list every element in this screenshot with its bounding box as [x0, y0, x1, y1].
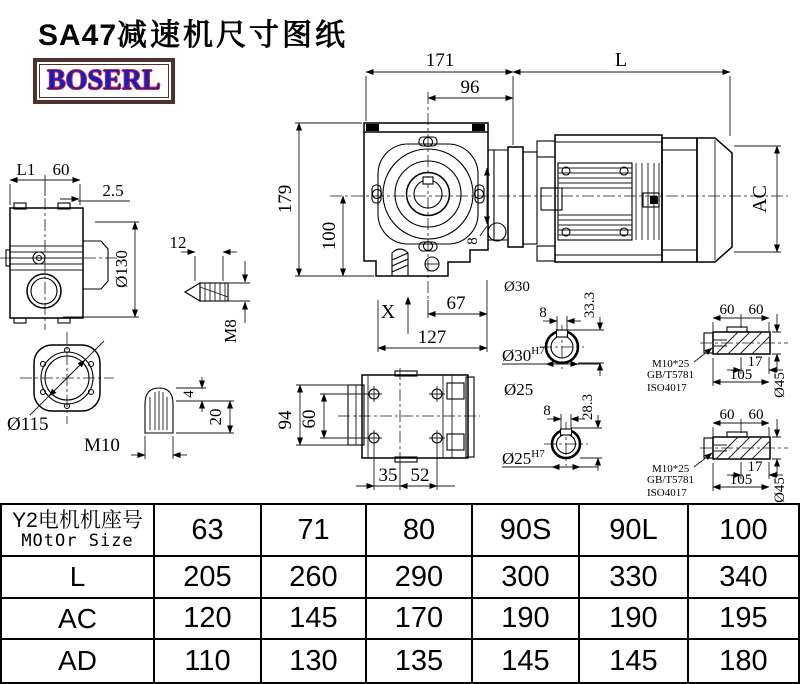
dim-52: 52 — [410, 465, 430, 486]
dim-94: 94 — [275, 410, 296, 430]
motor-fin-box — [558, 163, 632, 240]
adapter-boss — [488, 223, 506, 241]
bore-25-title: Ø25 — [504, 380, 534, 399]
motor-fins — [558, 168, 632, 235]
view-x-label: X — [380, 301, 396, 323]
cell-L-3: 290 — [367, 557, 473, 599]
bore-section-30 — [502, 292, 604, 376]
dim-60: 60 — [52, 160, 70, 179]
cell-L-5: 330 — [580, 557, 689, 599]
motor-size-table — [0, 503, 800, 684]
dim-35: 35 — [378, 465, 398, 486]
key-width-25: 8 — [543, 403, 551, 419]
cell-AC-3: 170 — [367, 599, 473, 640]
size-col-6: 100 — [689, 505, 798, 557]
dim-60b: 60 — [299, 409, 320, 429]
shaft-dia-45: Ø45 — [772, 372, 788, 398]
side-output-bore — [27, 274, 61, 308]
shaft-dim-60a: 60 — [719, 302, 735, 318]
housing-top-band — [364, 123, 488, 132]
shaft-dim-105: 105 — [729, 367, 753, 383]
bottom-view — [275, 368, 480, 490]
shaft-dim-60b: 60 — [748, 302, 764, 318]
motor-body — [555, 135, 662, 262]
m10-thread-label: M10 — [84, 435, 120, 456]
bore-section-25 — [502, 380, 602, 471]
cell-L-1: 205 — [155, 557, 262, 599]
table-header-motor-size — [2, 505, 155, 557]
shaft-bolt-label: M10*25 — [652, 358, 690, 370]
cell-L-6: 340 — [689, 557, 798, 599]
cell-AD-3: 135 — [367, 640, 473, 682]
keyway — [423, 177, 433, 184]
front-extension-lines — [295, 76, 781, 352]
cell-AD-1: 110 — [155, 640, 262, 682]
key-width-30: 8 — [539, 305, 547, 321]
dim-12: 12 — [169, 233, 187, 252]
model-code: SA47 — [38, 19, 118, 52]
dim-2p5: 2.5 — [102, 181, 124, 200]
shaft-iso-standard: ISO4017 — [647, 382, 687, 394]
dim-100: 100 — [319, 221, 340, 251]
motor-end-plate — [662, 138, 697, 262]
cell-AC-2: 145 — [262, 599, 367, 640]
flange-dia-label: Ø115 — [7, 414, 49, 435]
brand-logo-text: BOSERL — [39, 64, 169, 98]
shaft-gb-standard: GB/T5781 — [647, 369, 695, 381]
key-depth-30: 33.3 — [582, 291, 598, 319]
dim-171: 171 — [425, 50, 455, 71]
side-attachment — [83, 241, 108, 289]
cell-AC-6: 195 — [689, 599, 798, 640]
shaft-dim-17: 17 — [747, 354, 763, 370]
fan-cover — [697, 138, 732, 262]
cell-L-2: 260 — [262, 557, 367, 599]
m8-bolt-detail — [170, 233, 251, 343]
cell-AD-5: 145 — [580, 640, 689, 682]
shaft-detail-2 — [647, 407, 788, 503]
m8-thread-label: M8 — [221, 319, 240, 343]
size-col-3: 80 — [367, 505, 473, 557]
header-cn: Y2电机机座号 — [12, 509, 143, 533]
front-view — [275, 49, 788, 352]
keyway-30 — [557, 330, 568, 337]
dim-AC: AC — [749, 185, 771, 213]
dim-127: 127 — [417, 327, 447, 348]
size-col-4: 90S — [473, 505, 580, 557]
front-keyway-width: 8 — [465, 237, 481, 245]
size-col-1: 63 — [155, 505, 262, 557]
dim-20: 20 — [206, 408, 225, 426]
shaft-dia-label: Ø30 — [504, 279, 530, 295]
size-col-5: 90L — [580, 505, 689, 557]
shaft-detail-1 — [647, 302, 788, 398]
row-label-AD: AD — [2, 640, 155, 682]
dim-179: 179 — [275, 184, 296, 214]
cell-AC-5: 190 — [580, 599, 689, 640]
flange-view — [7, 332, 234, 459]
header-en: MOtOr Size — [21, 531, 134, 552]
cell-AD-6: 180 — [689, 640, 798, 682]
dim-4: 4 — [181, 390, 197, 398]
adapter-flange — [508, 147, 523, 247]
cell-AD-2: 130 — [262, 640, 367, 682]
dim-L: L — [614, 49, 628, 71]
dim-67: 67 — [446, 293, 466, 314]
keyway-25 — [561, 429, 572, 435]
size-col-2: 71 — [262, 505, 367, 557]
cell-AD-4: 145 — [473, 640, 580, 682]
mounting-bolt — [392, 249, 408, 276]
row-label-AC: AC — [2, 599, 155, 640]
adapter — [488, 150, 508, 240]
title-text: 减速机尺寸图纸 — [117, 19, 349, 52]
cell-AC-4: 190 — [473, 599, 580, 640]
row-label-L: L — [2, 557, 155, 599]
cell-AC-1: 120 — [155, 599, 262, 640]
dim-96: 96 — [460, 77, 480, 98]
dim-130: Ø130 — [112, 250, 131, 288]
dim-L1: L1 — [16, 160, 36, 179]
bore-25-label: $Ø25^{H7}$ — [502, 448, 545, 468]
shaft-coupling — [541, 188, 562, 210]
side-housing — [10, 208, 83, 318]
bore-30-label: $Ø30^{H7}$ — [502, 345, 545, 365]
key-depth-25: 28.3 — [580, 393, 596, 421]
cell-L-4: 300 — [473, 557, 580, 599]
side-view — [0, 160, 139, 330]
